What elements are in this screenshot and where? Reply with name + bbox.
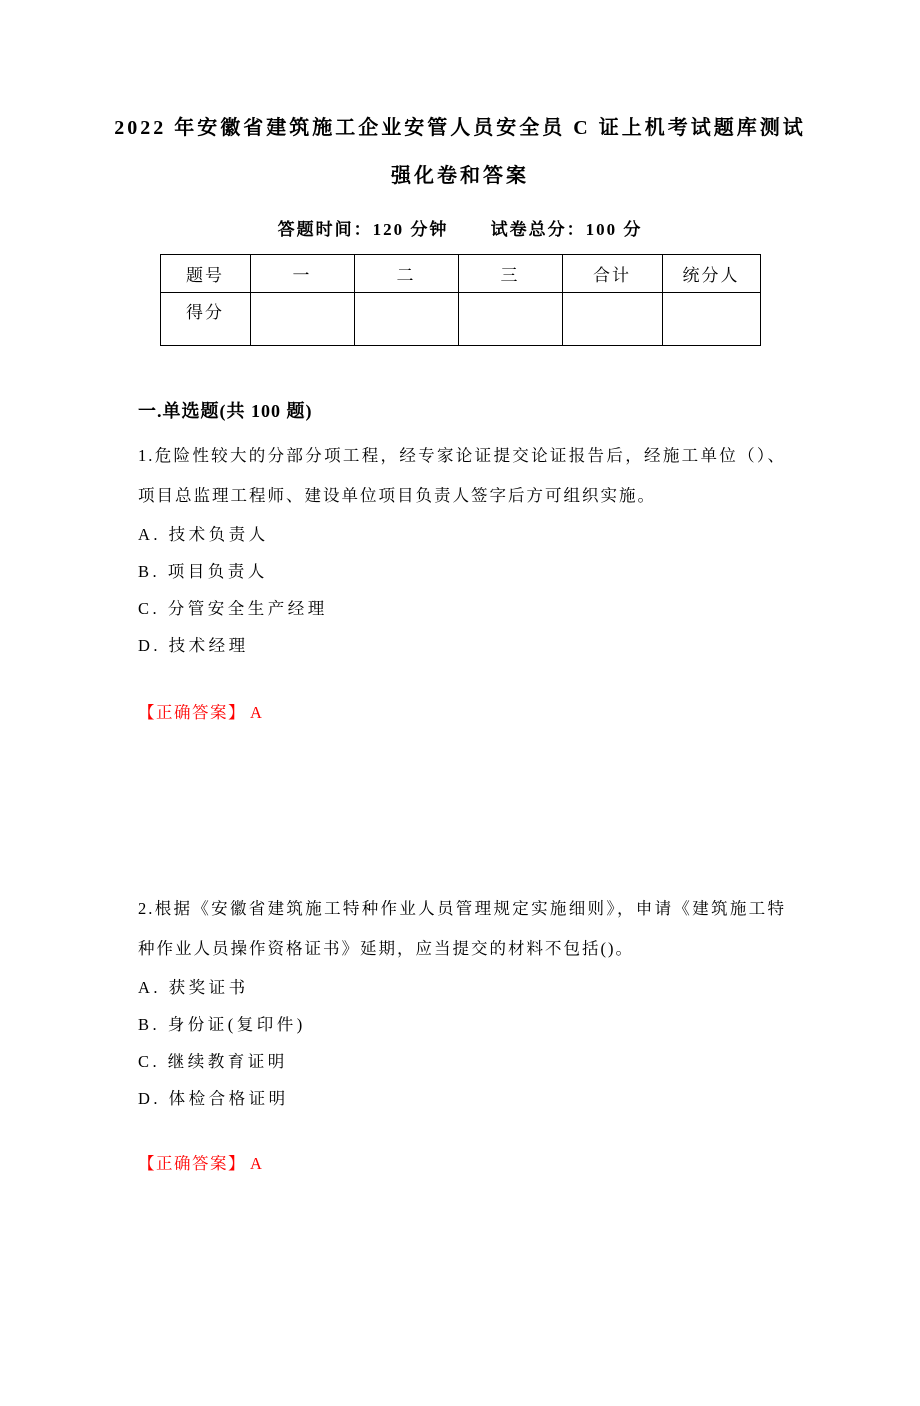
question-2-text: 2.根据《安徽省建筑施工特种作业人员管理规定实施细则》，申请《建筑施工特种作业人员操作资格证书》延期，应当提交的材料不包括()。: [138, 899, 786, 958]
option-d: D. 体检合格证明: [138, 1089, 289, 1108]
document-title: [70, 104, 850, 200]
score-cell: [354, 293, 458, 346]
score-table-header-cell: 题号: [160, 255, 250, 293]
correct-answer-label: 【正确答案】: [138, 1154, 246, 1173]
score-cell: [562, 293, 662, 346]
time-limit-label: 答题时间：120 分钟: [277, 220, 449, 239]
score-cell: [458, 293, 562, 346]
total-score-label: 试卷总分：100 分: [490, 220, 643, 239]
score-table-header-cell: 统分人: [662, 255, 760, 293]
score-row-label-cell: 得分: [160, 293, 250, 346]
question-1-correct-answer: [138, 694, 920, 731]
score-table-header-cell: 三: [458, 255, 562, 293]
score-table-header-cell: 二: [354, 255, 458, 293]
option-c: C. 分管安全生产经理: [138, 599, 328, 618]
document-title-line2: 强化卷和答案: [391, 165, 529, 187]
section-heading-single-choice: 一.单选题(共 100 题): [138, 401, 313, 421]
exam-document-page: [0, 104, 920, 1406]
question-1-text: 1.危险性较大的分部分项工程，经专家论证提交论证报告后，经施工单位（）、项目总监理工程师、建设单位项目负责人签字后方可组织实施。: [138, 446, 786, 505]
document-title-line1: 2022 年安徽省建筑施工企业安管人员安全员 C 证上机考试题库测试: [114, 117, 806, 139]
question-block-2: [0, 889, 920, 1182]
score-table: [160, 254, 761, 346]
option-b: B. 身份证(复印件): [138, 1015, 306, 1034]
question-1-options: [0, 516, 920, 664]
score-table-score-row: [160, 293, 760, 346]
correct-answer-letter: A: [250, 1154, 264, 1173]
score-cell: [250, 293, 354, 346]
score-cell: [662, 293, 760, 346]
correct-answer-label: 【正确答案】: [138, 703, 246, 722]
option-c: C. 继续教育证明: [138, 1052, 288, 1071]
option-b: B. 项目负责人: [138, 562, 268, 581]
correct-answer-letter: A: [250, 703, 264, 722]
question-block-1: [0, 436, 920, 731]
option-a: A. 技术负责人: [138, 525, 269, 544]
option-a: A. 获奖证书: [138, 978, 249, 997]
question-2-correct-answer: [138, 1145, 920, 1182]
question-2-options: [0, 969, 920, 1117]
score-table-header-row: [160, 255, 760, 293]
option-d: D. 技术经理: [138, 636, 249, 655]
score-table-header-cell: 一: [250, 255, 354, 293]
score-table-header-cell: 合计: [562, 255, 662, 293]
exam-meta: [0, 218, 920, 242]
